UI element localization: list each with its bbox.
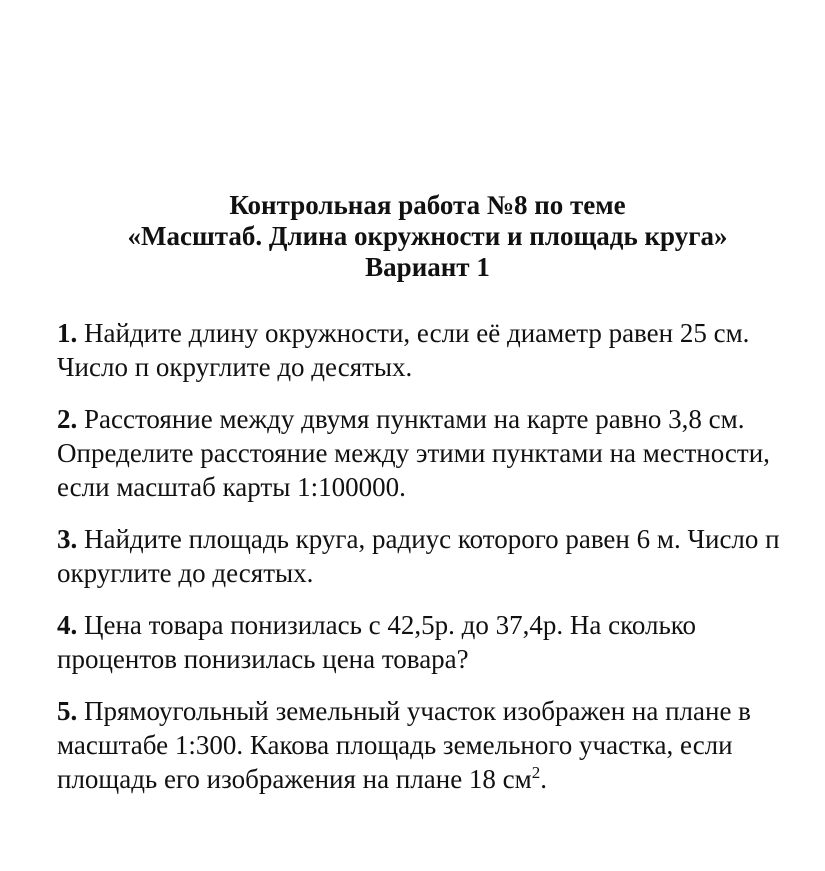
task-text: Расстояние между двумя пунктами на карте равно 3,8 см. Определите расстояние между этими пунктами на местности, если масштаб карты 1:100000. — [57, 404, 770, 502]
task-number: 3. — [57, 524, 78, 554]
task-text: Найдите длину окружности, если её диаметр равен 25 см. Число п округлите до десятых. — [57, 318, 750, 382]
task-number: 5. — [57, 696, 78, 726]
task-4 — [57, 608, 797, 676]
task-number: 4. — [57, 610, 78, 640]
worksheet-header — [0, 190, 825, 283]
task-text: Найдите площадь круга, радиус которого равен 6 м. Число п округлите до десятых. — [57, 524, 780, 588]
task-2 — [57, 402, 797, 504]
task-1 — [57, 316, 797, 384]
task-list — [57, 316, 797, 814]
task-3 — [57, 522, 797, 590]
task-text: Цена товара понизилась с 42,5р. до 37,4р. На сколько процентов понизилась цена товара? — [57, 610, 697, 674]
header-title: Контрольная работа №8 по теме — [229, 190, 626, 220]
task-number: 1. — [57, 318, 78, 348]
task-5 — [57, 694, 797, 796]
task-text: Прямоугольный земельный участок изображен на плане в масштабе 1:300. Какова площадь земельного участка, если площадь его изображения на плане 18 см — [57, 696, 751, 794]
superscript-exponent: 2 — [531, 763, 541, 782]
task-number: 2. — [57, 404, 78, 434]
header-topic: «Масштаб. Длина окружности и площадь круга» — [127, 221, 728, 251]
task-text-tail: . — [540, 764, 548, 794]
header-variant: Вариант 1 — [365, 252, 490, 282]
